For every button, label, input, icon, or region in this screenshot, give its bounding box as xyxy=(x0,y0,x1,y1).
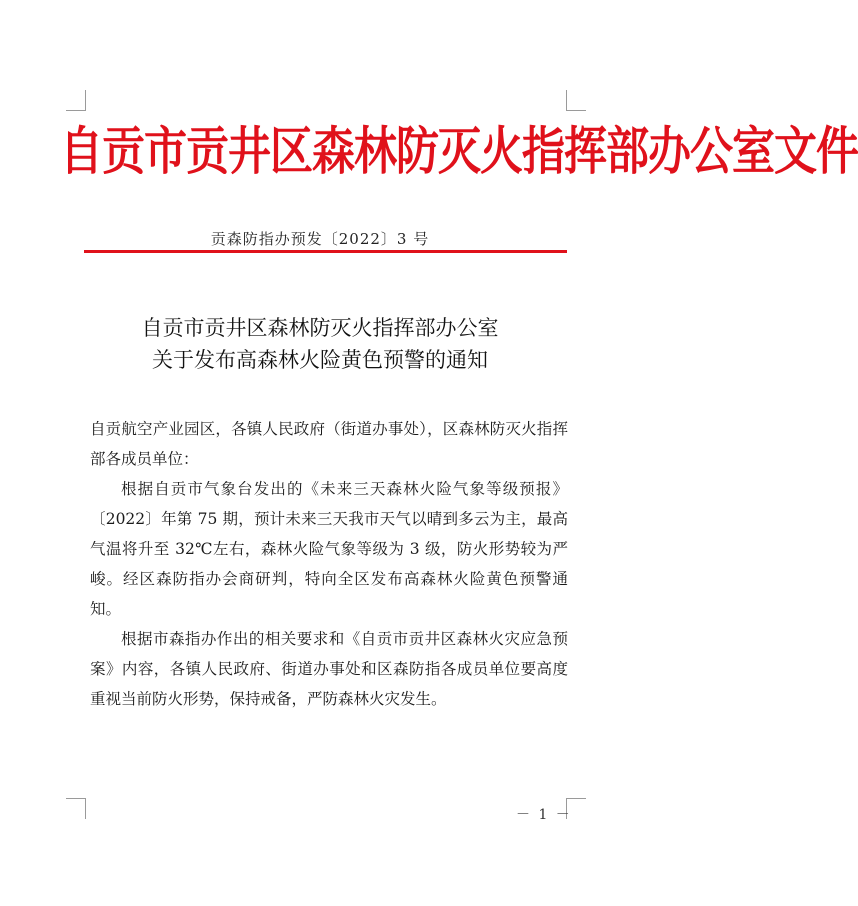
document-number: 贡森防指办预发〔2022〕3 号 xyxy=(210,230,430,248)
crop-mark xyxy=(85,90,86,110)
page-number: － 1 － xyxy=(516,807,572,823)
crop-mark xyxy=(566,798,586,799)
notice-body xyxy=(90,414,568,714)
body-paragraph-1: 根据自贡市气象台发出的《未来三天森林火险气象等级预报》〔2022〕年第 75 期，预计未来三天我市天气以晴到多云为主，最高气温将升至 32℃左右，森林火险气象等级为 3 级，防火形势较为严峻。经区森防指办会商研判，特向全区发布高森林火险黄色预警通知。 xyxy=(90,480,568,618)
crop-mark xyxy=(85,799,86,819)
addressee: 自贡航空产业园区，各镇人民政府（街道办事处），区森林防灭火指挥部各成员单位： xyxy=(90,420,568,468)
notice-title-line-2: 关于发布高森林火险黄色预警的通知 xyxy=(152,348,488,372)
crop-mark xyxy=(66,798,86,799)
red-header-title: 自贡市贡井区森林防灭火指挥部办公室文件 xyxy=(60,122,858,182)
notice-title-line-1: 自贡市贡井区森林防灭火指挥部办公室 xyxy=(141,316,499,340)
notice-title xyxy=(0,312,640,376)
crop-mark xyxy=(566,90,567,110)
body-paragraph-2: 根据市森指办作出的相关要求和《自贡市贡井区森林火灾应急预案》内容，各镇人民政府、街道办事处和区森防指各成员单位要高度重视当前防火形势，保持戒备，严防森林火灾发生。 xyxy=(90,630,568,708)
red-divider-line xyxy=(84,250,567,253)
